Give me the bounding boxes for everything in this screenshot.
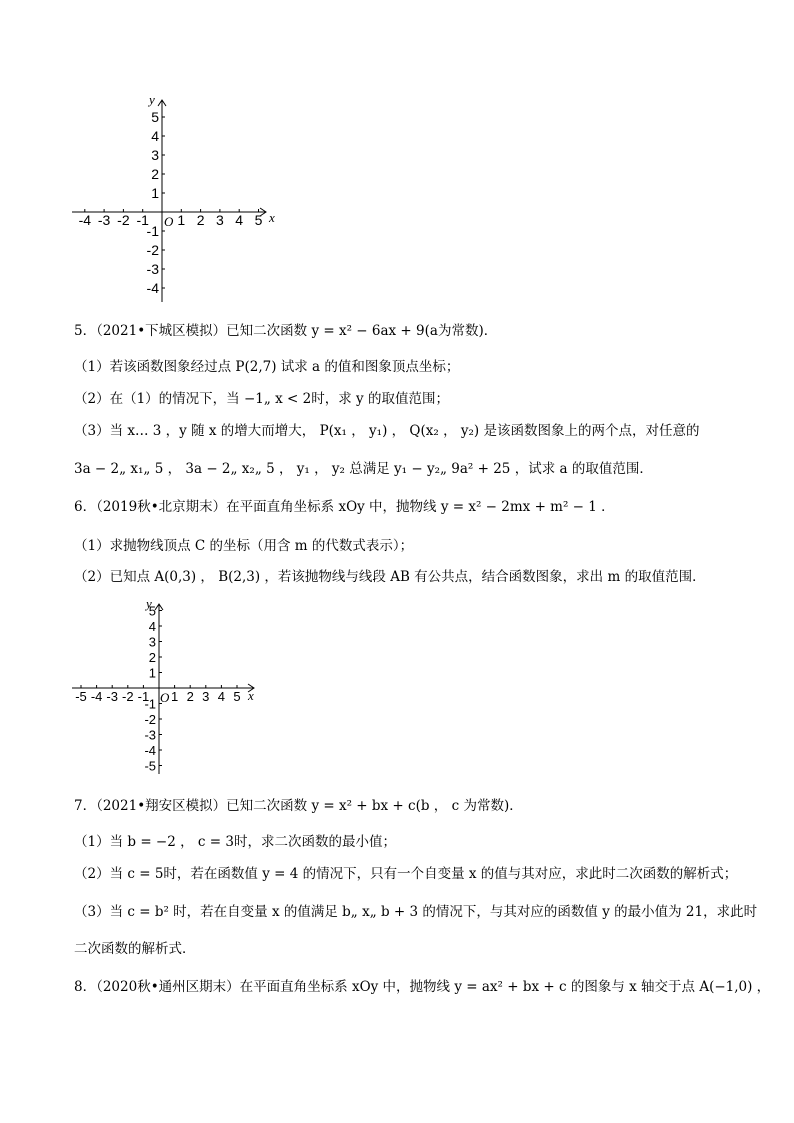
problem-7-part-2: （2）当 c = 5时，若在函数值 y = 4 的情况下，只有一个自变量 x 的值与其对应，求此时二次函数的解析式；: [74, 866, 738, 882]
problem-7-part-1: （1）当 b = −2 ， c = 3时，求二次函数的最小值；: [74, 834, 396, 850]
x-tick-label: 4: [235, 212, 244, 228]
problem-5-heading: 5．（2021•下城区模拟）已知二次函数 y = x² − 6ax + 9(a为常数)．: [74, 323, 498, 339]
x-tick-label: -3: [106, 689, 118, 704]
y-axis-label: y: [149, 92, 155, 107]
y-tick-label: -1: [146, 223, 159, 239]
y-tick-label: 3: [151, 147, 159, 163]
x-tick-label: 3: [202, 689, 210, 704]
x-tick-label: 5: [254, 212, 263, 228]
problem-7-part-3-cont: 二次函数的解析式．: [74, 941, 196, 957]
y-tick-label: 1: [148, 665, 156, 681]
y-tick-label: 2: [148, 650, 156, 665]
y-tick-label: -1: [144, 696, 156, 712]
origin-label: O: [164, 214, 174, 229]
x-tick-label: 4: [217, 689, 226, 704]
y-tick-label: 1: [151, 185, 159, 201]
problem-5-part-3-cont: 3a − 2„ x₁„ 5 ， 3a − 2„ x₂„ 5 ， y₁ ， y₂ 总满足 y₁ − y₂„ 9a² + 25 ，试求 a 的取值范围．: [74, 461, 653, 477]
x-tick-label: -2: [117, 212, 130, 228]
x-tick-label: -5: [75, 689, 87, 704]
y-tick-label: -4: [144, 743, 156, 758]
x-tick-label: -4: [78, 212, 92, 228]
x-tick-label: 3: [216, 212, 224, 228]
x-tick-label: 2: [196, 212, 205, 228]
problem-5-part-3: （3）当 x… 3 ，y 随 x 的增大而增大， P(x₁ ， y₁) ， Q(x₂ ， y₂) 是该函数图象上的两个点，对任意的: [74, 423, 700, 439]
x-tick-label: 1: [177, 212, 186, 228]
y-tick-label: -3: [144, 727, 156, 743]
y-tick-label: -4: [146, 280, 159, 296]
y-tick-label: 5: [151, 109, 159, 125]
y-tick-label: 2: [151, 166, 159, 182]
x-tick-label: -1: [137, 689, 150, 704]
x-tick-label: -3: [97, 212, 111, 228]
y-tick-label: -3: [146, 261, 159, 277]
problem-8-heading: 8．（2020秋•通州区期末）在平面直角坐标系 xOy 中，抛物线 y = ax² + bx + c 的图象与 x 轴交于点 A(−1,0) ，: [74, 979, 771, 995]
x-tick-label: 2: [186, 689, 194, 704]
problem-6-heading: 6．（2019秋•北京期末）在平面直角坐标系 xOy 中，抛物线 y = x² − 2mx + m² − 1 ．: [74, 499, 615, 515]
y-tick-label: 5: [148, 603, 156, 619]
y-tick-label: 4: [151, 128, 159, 144]
origin-label: O: [160, 690, 170, 705]
y-axis-label: y: [146, 596, 152, 611]
problem-5-part-2: （2）在（1）的情况下，当 −1„ x < 2时，求 y 的取值范围；: [74, 391, 449, 407]
problem-7-part-3: （3）当 c = b² 时，若在自变量 x 的值满足 b„ x„ b + 3 的情况下，与其对应的函数值 y 的最小值为 21，求此时: [74, 904, 758, 920]
x-axis-label: x: [248, 688, 254, 703]
x-tick-label: 1: [170, 689, 179, 704]
y-tick-label: -5: [144, 758, 156, 774]
coordinate-graph-2: [0, 590, 794, 790]
x-tick-label: -2: [122, 689, 134, 704]
y-tick-label: -2: [144, 712, 156, 727]
x-tick-label: -4: [90, 689, 103, 704]
coordinate-graph-1: [0, 0, 794, 310]
x-tick-label: 5: [233, 689, 241, 704]
problem-6-part-2: （2）已知点 A(0,3) ， B(2,3) ，若该抛物线与线段 AB 有公共点，结合函数图象，求出 m 的取值范围．: [74, 569, 706, 585]
y-tick-label: 3: [148, 634, 156, 650]
y-tick-label: -2: [146, 242, 159, 258]
x-axis-label: x: [269, 210, 275, 225]
x-tick-label: -1: [136, 212, 149, 228]
problem-7-heading: 7．（2021•翔安区模拟）已知二次函数 y = x² + bx + c(b ， c 为常数)．: [74, 798, 523, 814]
problem-5-part-1: （1）若该函数图象经过点 P(2,7) 试求 a 的值和图象顶点坐标；: [74, 359, 460, 375]
y-tick-label: 4: [148, 619, 156, 634]
problem-6-part-1: （1）求抛物线顶点 C 的坐标（用含 m 的代数式表示）；: [74, 538, 414, 554]
